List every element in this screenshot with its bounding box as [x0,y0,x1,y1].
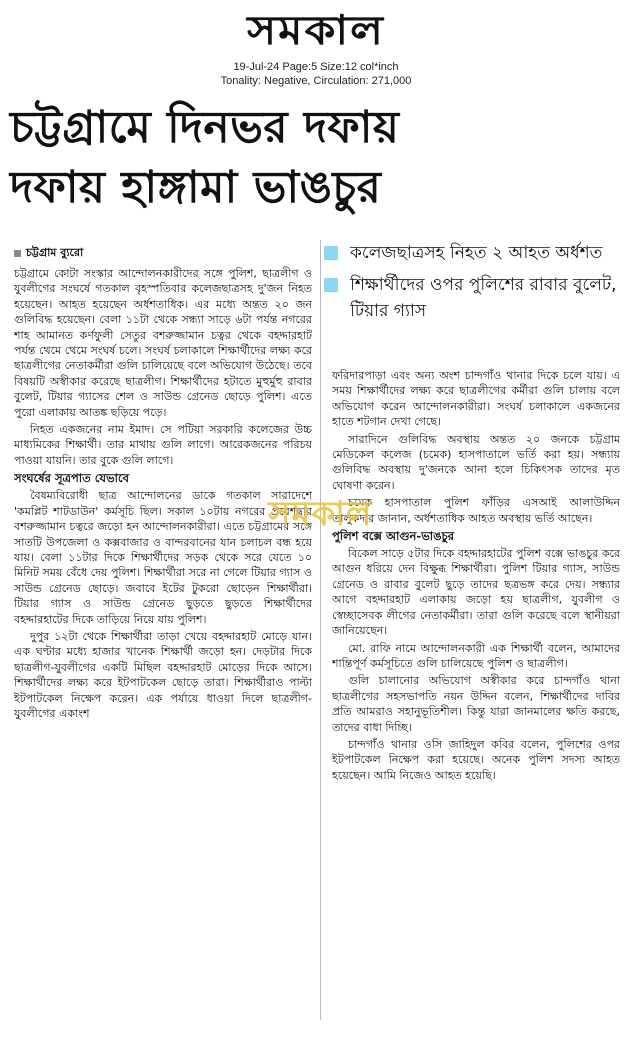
paragraph: গুলি চালানোর অভিযোগ অস্বীকার করে চান্দগাঁও থানা ছাত্রলীগের সহসভাপতি নয়ন উদ্দিন বলেন, শিক্ষার্থীদের দাবির প্রতি আমরাও সহানুভূতিশীল। কিন্তু যারা জানমালের ক্ষতি করছে, তাদের বাধা দিচ্ছি। [332,674,620,734]
paragraph: ফরিদারপাড়া এবং অন্য অংশ চান্দগাঁও থানার দিকে চলে যায়। এ সময় শিক্ষার্থীদের লক্ষ্য করে ছাত্রলীগের কর্মীরা গুলি চালায় বলে অভিযোগ করেন আন্দোলনকারীরা। সংঘর্ষ চলাকালে একজনের হাতে শটগান দেখা গেছে। [332,369,620,429]
paragraph: বৈষম্যবিরোধী ছাত্র আন্দোলনের ডাকে গতকাল সারাদেশে 'কমপ্লিট শাটডাউন' কর্মসূচি ছিল। সকাল ১০টায় নগরের প্রবেশদ্বার বশরুজ্জামান চত্বরে জড়ো হন আন্দোলনকারীরা। এতে চট্টগ্রামের সঙ্গে সাতটি উপজেলা ও কক্সবাজার ও বান্দরবানের যান চলাচল বন্ধ হয়ে যায়। বেলা ১১টার দিকে শিক্ষার্থীদের সড়ক থেকে সরে যেতে ১০ মিনিট সময় বেঁধে দেয় পুলিশ। শিক্ষার্থীরা সরে না গেলে টিয়ার গ্যাস ও সাউন্ড গ্রেনেড ছোড়ে। জবাবে ইটের টুকরো ছোড়েন শিক্ষার্থীরা। টিয়ার গ্যাস ও সাউন্ড গ্রেনেড ছুড়তে ছুড়তে শিক্ষার্থীদের বহদ্দারহাটের দিকে তাড়িয়ে নিয়ে যায় পুলিশ। [14,489,312,626]
paragraph: চমেক হাসপাতাল পুলিশ ফাঁড়ির এসআই আলাউদ্দিন তালুকদার জানান, অর্ধশতাধিক আহত অবস্থায় ভর্তি আছেন। [332,496,620,525]
paragraph: দুপুর ১২টা থেকে শিক্ষার্থীরা তাড়া খেয়ে বহদ্দারহাট মোড়ে যান। এক ঘণ্টার মধ্যে হাজার খানেক শিক্ষার্থী জড়ো হন। দেড়টার দিকে ছাত্রলীগ-যুবলীগের একটি মিছিল বহদ্দারহাট মোড়ের দিকে আসে। শিক্ষার্থীদের লক্ষ্য করে ইটপাটকেল ছোড়ে তারা। শিক্ষার্থীরাও পাল্টা ইটপাটকেল নিক্ষেপ করেন। এক পর্যায়ে ধাওয়া দিলে ছাত্রলীগ-যুবলীগের একাংশ [14,629,312,720]
paragraph: মো. রাফি নামে আন্দোলনকারী এক শিক্ষার্থী বলেন, আমাদের শান্তিপূর্ণ কর্মসূচিতে গুলি চালিয়েছে পুলিশ ও ছাত্রলীগ। [332,641,620,670]
bullet-square-icon [324,278,338,292]
article-headline [10,98,622,218]
highlight-item [324,240,624,266]
subhead: সংঘর্ষের সূত্রপাত যেভাবে [14,471,129,486]
clip-meta-date-page: 19-Jul-24 Page:5 Size:12 col*inch [233,61,399,73]
byline [14,245,314,261]
byline-square-icon [14,250,21,257]
highlight-text: শিক্ষার্থীদের ওপর পুলিশের রাবার বুলেট, টিয়ার গ্যাস [350,275,617,321]
headline-line-2: দফায় হাঙ্গামা ভাঙচুর [10,162,382,213]
left-column [14,266,312,1026]
newspaper-logo: সমকাল [247,7,385,54]
paragraph: চট্টগ্রামে কোটা সংস্কার আন্দোলনকারীদের সঙ্গে পুলিশ, ছাত্রলীগ ও যুবলীগের সংঘর্ষে গতকাল বৃহস্পতিবার কলেজছাত্রসহ দু'জন নিহত হয়েছেন। আহত হয়েছেন অর্ধশতাধিক। এর মধ্যে অন্তত ২০ জন গুলিবিদ্ধ হয়েছেন। বেলা ১১টা থেকে সন্ধ্যা সাড়ে ৬টা পর্যন্ত নগরের শাহ আমানত কর্ণফুলী সেতুর বশরুজ্জামান চত্বর থেকে বহদ্দারহাট পর্যন্ত থেমে থেমে সংঘর্ষ চলে। সংঘর্ষ চলাকালে শিক্ষার্থীদের লক্ষ্য করে ছাত্রলীগের নেতাকর্মীরা গুলি চালিয়েছে বলে অভিযোগ উঠেছে। তবে বিষয়টি অস্বীকার করেছে ছাত্রলীগ। শিক্ষার্থীদের হটাতে মুহুর্মুহু রাবার বুলেট, টিয়ার গ্যাসের শেল ও সাউন্ড গ্রেনেড ছোড়ে পুলিশ। এতে পুরো এলাকায় আতঙ্ক ছড়িয়ে পড়ে। [14,267,312,419]
highlight-item [324,272,624,324]
headline-line-1: চট্টগ্রামে দিনভর দফায় [10,102,400,153]
masthead [0,4,632,58]
clip-meta-tonality: Tonality: Negative, Circulation: 271,000 [220,75,412,87]
bullet-square-icon [324,246,338,260]
highlights-box [324,240,624,330]
right-column [332,368,620,1028]
logo-watermark: সমকাল [268,494,373,534]
byline-text: চট্টগ্রাম ব্যুরো [26,246,84,259]
paragraph: নিহত একজনের নাম ইমাদ। সে পটিয়া সরকারি কলেজের উচ্চ মাধ্যমিকের শিক্ষার্থী। তার মাথায় গুলি লাগে। আরেকজনের পরিচয় পাওয়া যায়নি। তার বুকে গুলি লাগে। [14,423,312,467]
paragraph: বিকেল সাড়ে ৫টার দিকে বহদ্দারহাটের পুলিশ বক্সে ভাঙচুর করে আগুন ধরিয়ে দেন বিক্ষুব্ধ শিক্ষার্থীরা। পুলিশ টিয়ার গ্যাস, সাউন্ড গ্রেনেড ও রাবার বুলেট ছুড়ে তাদের ছত্রভঙ্গ করে দেয়। সন্ধ্যার আগে বহদ্দারহাট এলাকায় জড়ো হয় ছাত্রলীগ, যুবলীগ ও স্বেচ্ছাসেবক লীগের নেতাকর্মীরা। তারা গুলি করেছে বলে স্থানীয়রা জানিয়েছেন। [332,547,620,638]
subhead: পুলিশ বক্সে আগুন-ভাঙচুর [332,529,455,544]
highlight-text: কলেজছাত্রসহ নিহত ২ আহত অর্ধশত [350,243,603,263]
paragraph: চান্দগাঁও থানার ওসি জাহিদুল কবির বলেন, পুলিশের ওপর ইটপাটকেল নিক্ষেপ করা হয়েছে। অনেক পুলিশ সদস্য আহত হয়েছেন। আমি নিজেও আহত হয়েছি। [332,737,620,782]
column-divider [320,240,321,1020]
paragraph: সারাদিনে গুলিবিদ্ধ অবস্থায় অন্তত ২০ জনকে চট্টগ্রাম মেডিকেল কলেজ (চমেক) হাসপাতালে ভর্তি করা হয়। সন্ধ্যায় গুলিবিদ্ধ অবস্থায় দু'জনকে আনা হলে চিকিৎসক তাদের মৃত ঘোষণা করেন। [332,432,620,492]
